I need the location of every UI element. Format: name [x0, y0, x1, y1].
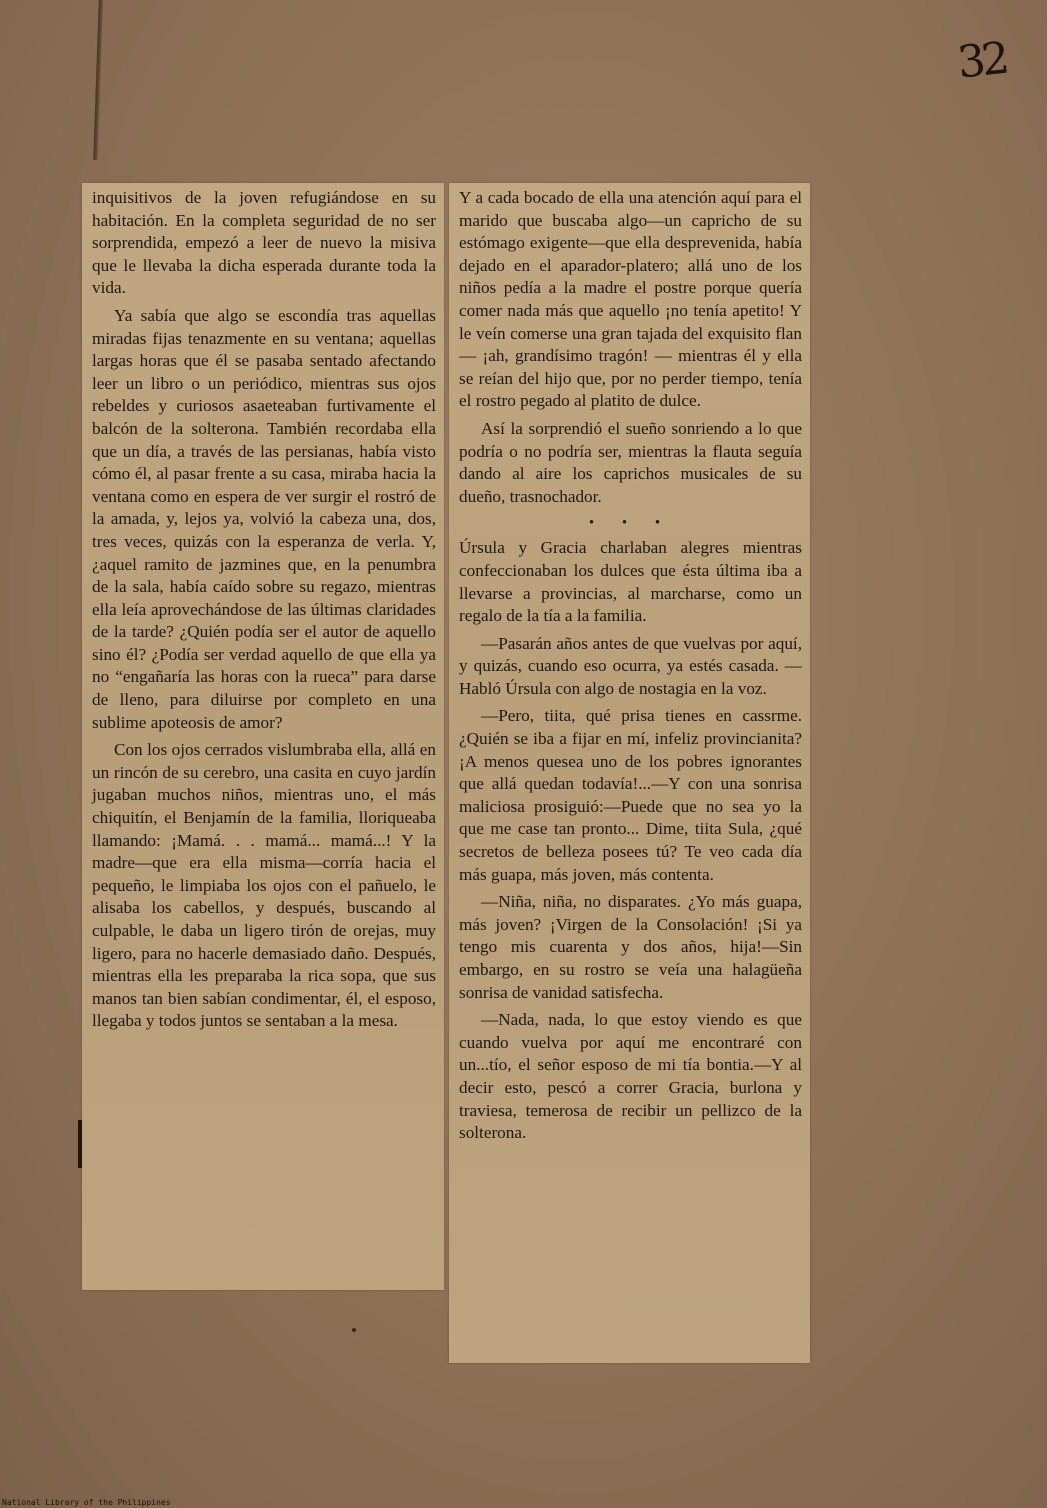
ink-speck	[352, 1328, 356, 1332]
left-column	[82, 183, 444, 1290]
paragraph: —Pasarán años antes de que vuelvas por aquí, y quizás, cuando eso ocurra, ya estés casada. —Habló Úrsula con algo de nostagia en la voz.	[459, 633, 802, 698]
paragraph: Con los ojos cerrados vislumbraba ella, allá en un rincón de su cerebro, una casita en cuyo jardín jugaban muchos niños, mientras uno, el más chiquitín, el Benjamín de la familia, lloriqueaba llamando: ¡Mamá. . . mamá... mamá...! Y la madre—que era ella misma—corría hacia el pequeño, le limpiaba los ojos con el pañuelo, le alisaba los cabellos, y después, buscando al culpable, le daba un ligero tirón de orejas, muy ligero, para no hacerle demasiado daño. Después, mientras ella les preparaba la rica sopa, que sus manos tan bien sabían condimentar, él, el esposo, llegaba y todos juntos se sentaban a la mesa.	[92, 740, 436, 1031]
paragraph: inquisitivos de la joven refugiándose en su habitación. En la completa seguridad de no ser sorprendida, empezó a leer de nuevo la misiva que le llevaba la dicha esperada durante toda la vida.	[92, 188, 436, 298]
paragraph: —Niña, niña, no disparates. ¿Yo más guapa, más joven? ¡Virgen de la Consolación! ¡Si ya tengo mis cuarenta y dos años, hija!—Sin embargo, en su rostro se veía una halagüeña sonrisa de vanidad satisfecha.	[459, 892, 802, 1002]
footer-credit: National Library of the Philippines	[2, 1498, 171, 1507]
margin-mark	[78, 1120, 82, 1168]
page-number: 32	[955, 32, 1009, 89]
section-separator: • • •	[588, 515, 673, 532]
paragraph: —Nada, nada, lo que estoy viendo es que cuando vuelva por aquí me encontraré con un...tío, el señor esposo de mi tía bontia.—Y al decir esto, pescó a correr Gracia, burlona y traviesa, temerosa de recibir un pellizco de la solterona.	[459, 1010, 802, 1143]
paragraph: Y a cada bocado de ella una atención aquí para el marido que buscaba algo—un capricho de su estómago exigente—que ella desprevenida, había dejado en el aparador-platero; allá uno de los niños pedía a la madre el postre porque quería comer nada más que aquello ¡no tenía apetito! Y le veín comerse una gran tajada del exquisito flan — ¡ah, grandísimo tragón! — mientras él y ella se reían del hijo que, por no perder tiempo, tenía el rostro pegado al platito de dulce.	[459, 188, 802, 411]
paper-crease	[93, 0, 104, 160]
right-column	[449, 183, 810, 1363]
paragraph: Ya sabía que algo se escondía tras aquellas miradas fijas tenazmente en su ventana; aquellas largas horas que él se pasaba sentado afectando leer un libro o un periódico, mientras sus ojos rebeldes y curiosos asaeteaban furtivamente el balcón de la solterona. También recordaba ella que un día, a través de las persianas, había visto cómo él, al pasar frente a su casa, miraba hacia la ventana como en espera de ver surgir el rostró de la amada, y, lejos ya, volvió la cabeza una, dos, tres veces, quizás con la esperanza de verla. Y, ¿aquel ramito de jazmines que, en la penumbra de la sala, había caído sobre su regazo, mientras ella leía aprovechándose de las últimas claridades de la tarde? ¿Quién podía ser el autor de aquello sino él? ¿Podía ser verdad aquello de que ella ya no “engañaría las horas con la rueca” para darse de lleno, para diluirse por completo en una sublime apoteosis de amor?	[92, 305, 436, 732]
paragraph: Úrsula y Gracia charlaban alegres mientras confeccionaban los dulces que ésta última iba a llevarse a provincias, al marcharse, como un regalo de la tía a la familia.	[459, 538, 802, 626]
paragraph: Así la sorprendió el sueño sonriendo a lo que podría o no podría ser, mientras la flauta seguía dando al aire los caprichos musicales de su dueño, trasnochador.	[459, 418, 802, 506]
paragraph: —Pero, tiita, qué prisa tienes en cassrme. ¿Quién se iba a fijar en mí, infeliz provincianita? ¡A menos quesea uno de los pobres ignorantes que allá quedan todavía!...—Y con una sonrisa maliciosa prosiguió:—Puede que no sea yo la que me case tan pronto... Dime, tiita Sula, ¿qué secretos de belleza posees tú? Te veo cada día más guapa, más joven, más contenta.	[459, 706, 802, 884]
